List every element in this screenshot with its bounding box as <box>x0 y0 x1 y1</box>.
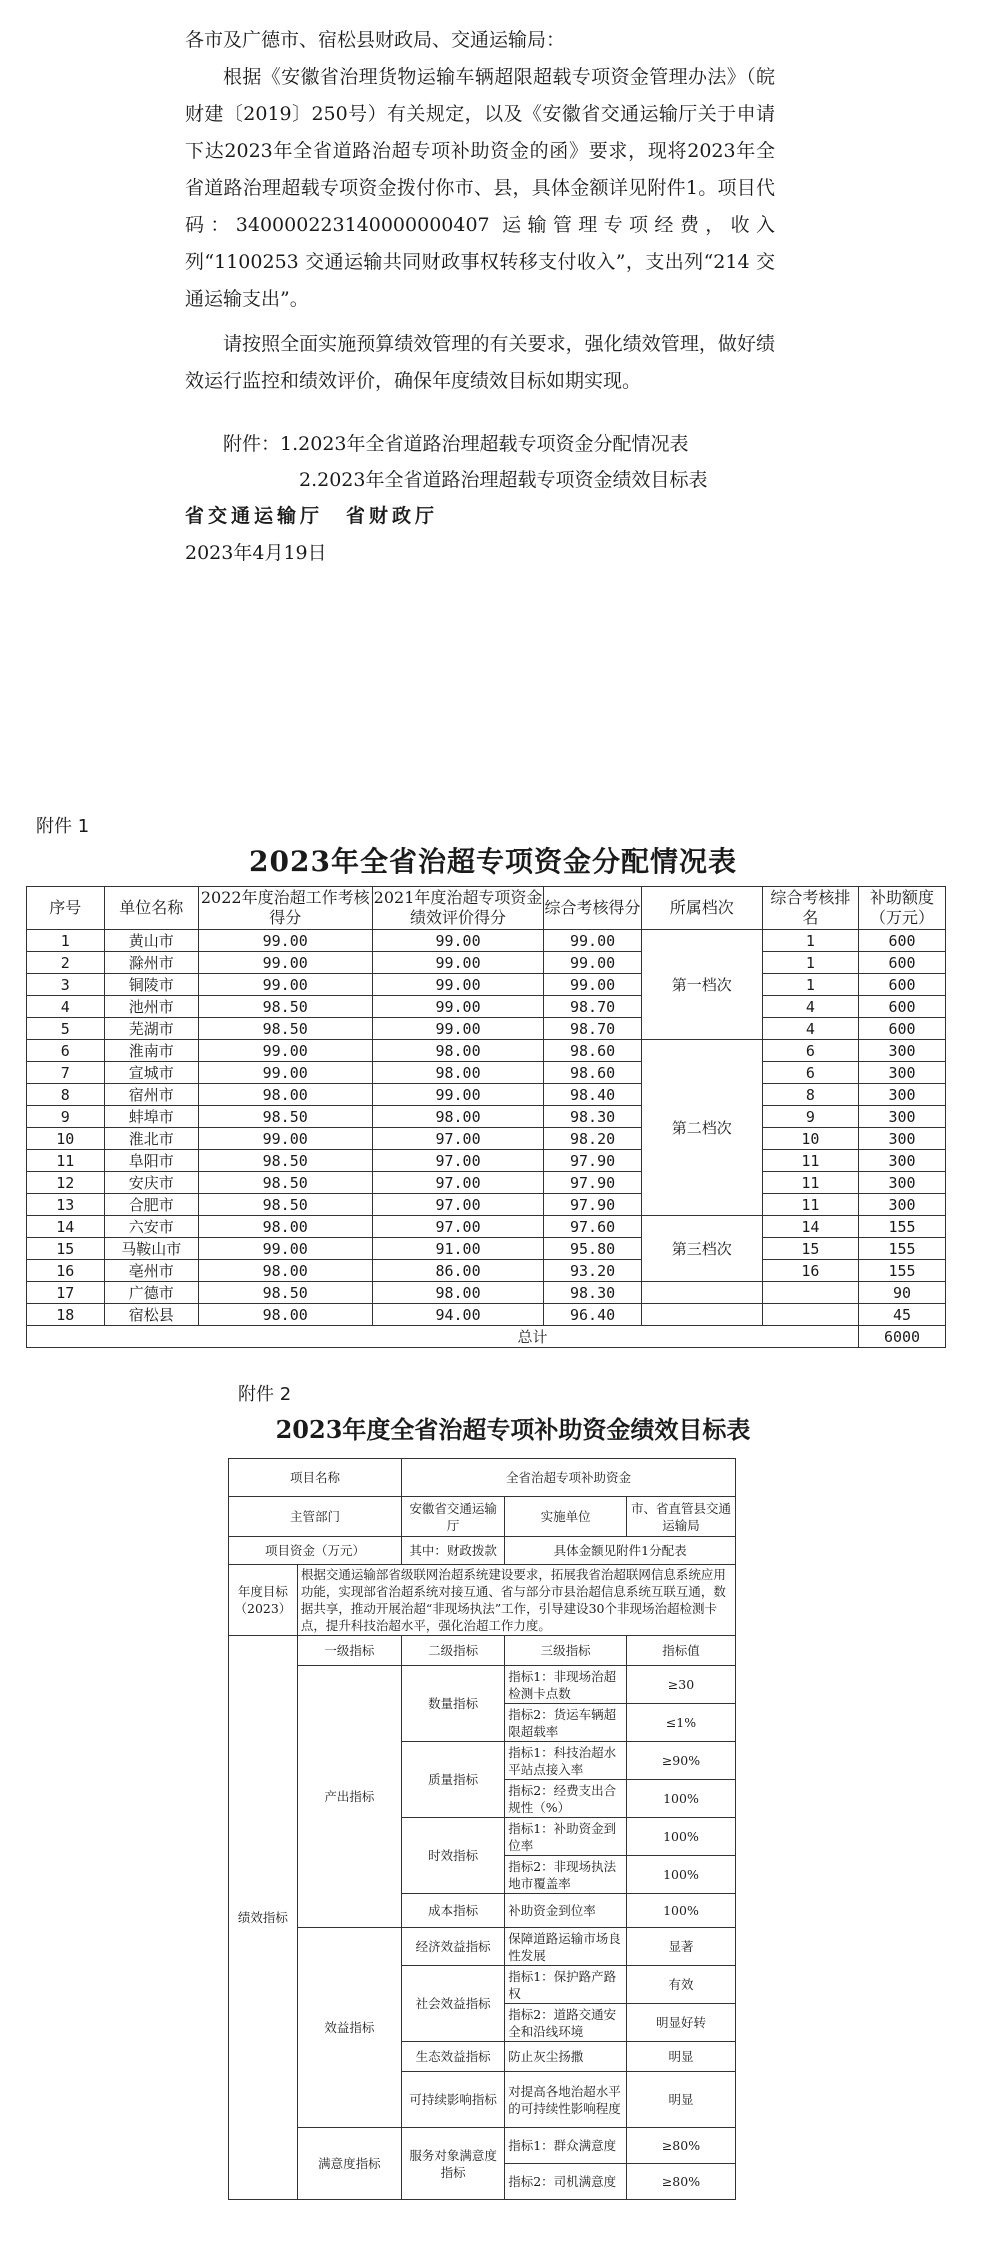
indicator-name: 指标1：非现场治超检测卡点数 <box>505 1666 627 1704</box>
score-2022: 98.00 <box>198 1304 372 1326</box>
row-number: 2 <box>27 952 105 974</box>
score-2022: 98.00 <box>198 1216 372 1238</box>
score-2021: 97.00 <box>372 1128 544 1150</box>
composite-score: 98.60 <box>544 1040 641 1062</box>
indicator-value: 有效 <box>626 1966 735 2004</box>
dept-label: 主管部门 <box>229 1497 402 1537</box>
subsidy-amount: 600 <box>859 952 946 974</box>
subsidy-amount: 45 <box>859 1304 946 1326</box>
composite-score: 98.60 <box>544 1062 641 1084</box>
unit-name: 广德市 <box>104 1282 198 1304</box>
score-2021: 99.00 <box>372 996 544 1018</box>
rank: 4 <box>762 996 858 1018</box>
rank: 6 <box>762 1040 858 1062</box>
table-row <box>27 1040 946 1062</box>
attachment-list <box>185 426 775 498</box>
composite-score: 99.00 <box>544 974 641 996</box>
rank <box>762 1304 858 1326</box>
header-cell: 指标值 <box>626 1636 735 1666</box>
total-row <box>27 1326 946 1348</box>
score-2021: 98.00 <box>372 1106 544 1128</box>
table-row <box>27 1084 946 1106</box>
perf-label: 绩效指标 <box>229 1636 298 2200</box>
rank <box>762 1282 858 1304</box>
rank: 14 <box>762 1216 858 1238</box>
level2-cell: 社会效益指标 <box>401 1966 504 2042</box>
composite-score: 98.70 <box>544 1018 641 1040</box>
rank: 4 <box>762 1018 858 1040</box>
row-number: 7 <box>27 1062 105 1084</box>
subsidy-amount: 155 <box>859 1238 946 1260</box>
header-cell: 补助额度（万元） <box>859 887 946 930</box>
issue-date: 2023年4月19日 <box>185 542 327 564</box>
unit-name: 淮南市 <box>104 1040 198 1062</box>
rank: 15 <box>762 1238 858 1260</box>
composite-score: 98.40 <box>544 1084 641 1106</box>
indicator-value: ≥80% <box>626 2128 735 2164</box>
unit-name: 淮北市 <box>104 1128 198 1150</box>
level2-cell: 质量指标 <box>401 1742 504 1818</box>
score-2022: 99.00 <box>198 1128 372 1150</box>
subsidy-amount: 600 <box>859 930 946 952</box>
composite-score: 93.20 <box>544 1260 641 1282</box>
score-2021: 98.00 <box>372 1040 544 1062</box>
score-2021: 99.00 <box>372 974 544 996</box>
indicator-value: 明显 <box>626 2042 735 2072</box>
score-2022: 98.50 <box>198 1172 372 1194</box>
rank: 16 <box>762 1260 858 1282</box>
header-cell: 序号 <box>27 887 105 930</box>
header-cell: 单位名称 <box>104 887 198 930</box>
unit-name: 安庆市 <box>104 1172 198 1194</box>
score-2021: 86.00 <box>372 1260 544 1282</box>
indicator-value: 100% <box>626 1818 735 1856</box>
row-number: 8 <box>27 1084 105 1106</box>
header-cell: 2021年度治超专项资金绩效评价得分 <box>372 887 544 930</box>
header-cell: 综合考核排名 <box>762 887 858 930</box>
rank: 1 <box>762 952 858 974</box>
score-2022: 98.00 <box>198 1084 372 1106</box>
rank: 10 <box>762 1128 858 1150</box>
tier-cell: 第三档次 <box>641 1216 762 1282</box>
unit-name: 宿松县 <box>104 1304 198 1326</box>
subsidy-amount: 600 <box>859 974 946 996</box>
composite-score: 97.90 <box>544 1150 641 1172</box>
score-2021: 99.00 <box>372 952 544 974</box>
header-cell: 三级指标 <box>505 1636 627 1666</box>
rank: 11 <box>762 1150 858 1172</box>
indicator-name: 指标1：群众满意度 <box>505 2128 627 2164</box>
composite-score: 99.00 <box>544 930 641 952</box>
composite-score: 97.90 <box>544 1194 641 1216</box>
table-row <box>27 1282 946 1304</box>
table-row <box>27 1238 946 1260</box>
indicator-name: 指标2：司机满意度 <box>505 2164 627 2200</box>
header-cell: 所属档次 <box>641 887 762 930</box>
level2-cell: 生态效益指标 <box>401 2042 504 2072</box>
table-1-title: 2023年全省治超专项资金分配情况表 <box>249 845 737 878</box>
row-number: 10 <box>27 1128 105 1150</box>
composite-score: 97.90 <box>544 1172 641 1194</box>
letter-paragraph-1: 根据《安徽省治理货物运输车辆超限超载专项资金管理办法》（皖财建〔2019〕250号）有关规定，以及《安徽省交通运输厅关于申请下达2023年全省道路治超专项补助资金的函》要求，现将2023年全省道路治理超载专项资金拨付你市、县，具体金额详见附件1。项目代码：340000223140000000407 运输管理专项经费，收入列“1100253 交通运输共同财政事权转移支付收入”，支出列“214 交通运输支出”。 <box>185 66 775 310</box>
unit-name: 合肥市 <box>104 1194 198 1216</box>
indicator-value: 显著 <box>626 1928 735 1966</box>
subsidy-amount: 300 <box>859 1128 946 1150</box>
score-2021: 99.00 <box>372 930 544 952</box>
table-row <box>27 952 946 974</box>
score-2021: 97.00 <box>372 1216 544 1238</box>
score-2022: 98.00 <box>198 1260 372 1282</box>
score-2022: 98.50 <box>198 996 372 1018</box>
impl-label: 实施单位 <box>505 1497 627 1537</box>
indicator-value: 明显 <box>626 2072 735 2128</box>
unit-name: 阜阳市 <box>104 1150 198 1172</box>
funds-source: 其中：财政拨款 <box>401 1537 504 1565</box>
header-cell: 二级指标 <box>401 1636 504 1666</box>
table-row <box>27 1216 946 1238</box>
row-number: 17 <box>27 1282 105 1304</box>
indicator-name: 指标2：经费支出合规性（%） <box>505 1780 627 1818</box>
score-2021: 91.00 <box>372 1238 544 1260</box>
row-number: 1 <box>27 930 105 952</box>
tier-cell: 第一档次 <box>641 930 762 1040</box>
unit-name: 宿州市 <box>104 1084 198 1106</box>
score-2022: 99.00 <box>198 1062 372 1084</box>
row-number: 12 <box>27 1172 105 1194</box>
indicator-value: ≥80% <box>626 2164 735 2200</box>
unit-name: 池州市 <box>104 996 198 1018</box>
score-2022: 99.00 <box>198 1040 372 1062</box>
header-cell: 综合考核得分 <box>544 887 641 930</box>
rank: 11 <box>762 1172 858 1194</box>
score-2021: 98.00 <box>372 1062 544 1084</box>
subsidy-amount: 600 <box>859 1018 946 1040</box>
row-number: 14 <box>27 1216 105 1238</box>
unit-name: 六安市 <box>104 1216 198 1238</box>
unit-name: 宣城市 <box>104 1062 198 1084</box>
indicator-name: 保障道路运输市场良性发展 <box>505 1928 627 1966</box>
attachment-item-2: 2.2023年全省道路治理超载专项资金绩效目标表 <box>299 469 708 491</box>
table-row <box>27 996 946 1018</box>
composite-score: 98.20 <box>544 1128 641 1150</box>
indicator-name: 补助资金到位率 <box>505 1894 627 1928</box>
letter-body <box>185 0 775 572</box>
tier-cell: 第二档次 <box>641 1040 762 1216</box>
table-row <box>27 1172 946 1194</box>
table-row <box>27 1194 946 1216</box>
score-2021: 98.00 <box>372 1282 544 1304</box>
goal-label: 年度目标（2023） <box>229 1565 298 1636</box>
indicator-name: 指标2：道路交通安全和沿线环境 <box>505 2004 627 2042</box>
score-2022: 99.00 <box>198 1238 372 1260</box>
indicator-value: 明显好转 <box>626 2004 735 2042</box>
table-row <box>27 1018 946 1040</box>
score-2022: 98.50 <box>198 1150 372 1172</box>
table-row <box>27 974 946 996</box>
subsidy-amount: 600 <box>859 996 946 1018</box>
goal-text: 根据交通运输部省级联网治超系统建设要求，拓展我省治超联网信息系统应用功能，实现部省治超系统对接互通、省与部分市县治超信息系统互联互通，数据共享，推动开展治超“非现场执法”工作，引导建设30个非现场治超检测卡点，提升科技治超水平，强化治超工作力度。 <box>297 1565 735 1636</box>
funds-note: 具体金额见附件1分配表 <box>505 1537 736 1565</box>
score-2022: 98.50 <box>198 1106 372 1128</box>
level2-cell: 经济效益指标 <box>401 1928 504 1966</box>
composite-score: 95.80 <box>544 1238 641 1260</box>
table-row <box>27 1128 946 1150</box>
table-row <box>27 1304 946 1326</box>
unit-name: 黄山市 <box>104 930 198 952</box>
level1-cell: 满意度指标 <box>297 2128 401 2200</box>
indicator-value: ≥90% <box>626 1742 735 1780</box>
score-2022: 99.00 <box>198 952 372 974</box>
project-name-value: 全省治超专项补助资金 <box>401 1459 735 1497</box>
level2-cell: 服务对象满意度指标 <box>401 2128 504 2200</box>
letter-paragraph-2: 请按照全面实施预算绩效管理的有关要求，强化绩效管理，做好绩效运行监控和绩效评价，确保年度绩效目标如期实现。 <box>185 333 775 392</box>
subsidy-amount: 300 <box>859 1150 946 1172</box>
level1-cell: 效益指标 <box>297 1928 401 2128</box>
row-number: 6 <box>27 1040 105 1062</box>
letter-greeting: 各市及广德市、宿松县财政局、交通运输局： <box>185 29 566 51</box>
score-2022: 99.00 <box>198 930 372 952</box>
row-number: 5 <box>27 1018 105 1040</box>
tier-cell-empty <box>641 1304 762 1326</box>
indicator-value: ≥30 <box>626 1666 735 1704</box>
row-number: 15 <box>27 1238 105 1260</box>
indicator-value: 100% <box>626 1856 735 1894</box>
table-row <box>27 1150 946 1172</box>
rank: 1 <box>762 974 858 996</box>
score-2022: 99.00 <box>198 974 372 996</box>
attachment-item-1: 1.2023年全省道路治理超载专项资金分配情况表 <box>280 433 689 455</box>
score-2022: 98.50 <box>198 1282 372 1304</box>
indicator-name: 指标1：保护路产路权 <box>505 1966 627 2004</box>
table-2-title: 2023年度全省治超专项补助资金绩效目标表 <box>275 1415 751 1444</box>
subsidy-amount: 300 <box>859 1194 946 1216</box>
header-cell: 一级指标 <box>297 1636 401 1666</box>
subsidy-amount: 300 <box>859 1106 946 1128</box>
level2-cell: 可持续影响指标 <box>401 2072 504 2128</box>
dept-value: 安徽省交通运输厅 <box>401 1497 504 1537</box>
score-2022: 98.50 <box>198 1018 372 1040</box>
indicator-name: 指标2：货运车辆超限超载率 <box>505 1704 627 1742</box>
score-2022: 98.50 <box>198 1194 372 1216</box>
total-label: 总计 <box>27 1326 859 1348</box>
row-number: 16 <box>27 1260 105 1282</box>
signatories: 省交通运输厅 省财政厅 <box>185 505 439 527</box>
attachment-1-label: 附件 1 <box>36 816 90 837</box>
indicator-value: 100% <box>626 1780 735 1818</box>
attachment-prefix: 附件： <box>223 433 281 455</box>
performance-target-table <box>228 1458 736 2200</box>
composite-score: 98.30 <box>544 1282 641 1304</box>
indicator-name: 防止灰尘扬撒 <box>505 2042 627 2072</box>
attachment-2-label: 附件 2 <box>238 1384 292 1405</box>
allocation-table <box>26 886 946 1348</box>
rank: 8 <box>762 1084 858 1106</box>
score-2021: 99.00 <box>372 1084 544 1106</box>
row-number: 11 <box>27 1150 105 1172</box>
row-number: 18 <box>27 1304 105 1326</box>
header-cell: 2022年度治超工作考核得分 <box>198 887 372 930</box>
total-amount: 6000 <box>859 1326 946 1348</box>
composite-score: 98.30 <box>544 1106 641 1128</box>
tier-cell-empty <box>641 1282 762 1304</box>
indicator-value: ≤1% <box>626 1704 735 1742</box>
score-2021: 94.00 <box>372 1304 544 1326</box>
row-number: 3 <box>27 974 105 996</box>
level1-cell: 产出指标 <box>297 1666 401 1928</box>
unit-name: 蚌埠市 <box>104 1106 198 1128</box>
rank: 9 <box>762 1106 858 1128</box>
row-number: 13 <box>27 1194 105 1216</box>
table-row <box>27 1062 946 1084</box>
score-2021: 97.00 <box>372 1172 544 1194</box>
row-number: 4 <box>27 996 105 1018</box>
unit-name: 滁州市 <box>104 952 198 974</box>
rank: 11 <box>762 1194 858 1216</box>
subsidy-amount: 155 <box>859 1216 946 1238</box>
score-2021: 99.00 <box>372 1018 544 1040</box>
table-row <box>27 930 946 952</box>
unit-name: 芜湖市 <box>104 1018 198 1040</box>
unit-name: 铜陵市 <box>104 974 198 996</box>
unit-name: 马鞍山市 <box>104 1238 198 1260</box>
table-row <box>27 1106 946 1128</box>
impl-value: 市、省直管县交通运输局 <box>626 1497 735 1537</box>
indicator-name: 指标1：科技治超水平站点接入率 <box>505 1742 627 1780</box>
funds-label: 项目资金（万元） <box>229 1537 402 1565</box>
rank: 6 <box>762 1062 858 1084</box>
score-2021: 97.00 <box>372 1194 544 1216</box>
table-header-row <box>27 887 946 930</box>
subsidy-amount: 300 <box>859 1172 946 1194</box>
subsidy-amount: 90 <box>859 1282 946 1304</box>
composite-score: 99.00 <box>544 952 641 974</box>
subsidy-amount: 300 <box>859 1084 946 1106</box>
subsidy-amount: 300 <box>859 1062 946 1084</box>
indicator-name: 指标1：补助资金到位率 <box>505 1818 627 1856</box>
score-2021: 97.00 <box>372 1150 544 1172</box>
composite-score: 97.60 <box>544 1216 641 1238</box>
subsidy-amount: 155 <box>859 1260 946 1282</box>
level2-cell: 成本指标 <box>401 1894 504 1928</box>
indicator-value: 100% <box>626 1894 735 1928</box>
project-name-label: 项目名称 <box>229 1459 402 1497</box>
level2-cell: 时效指标 <box>401 1818 504 1894</box>
subsidy-amount: 300 <box>859 1040 946 1062</box>
composite-score: 96.40 <box>544 1304 641 1326</box>
rank: 1 <box>762 930 858 952</box>
composite-score: 98.70 <box>544 996 641 1018</box>
row-number: 9 <box>27 1106 105 1128</box>
unit-name: 亳州市 <box>104 1260 198 1282</box>
indicator-name: 对提高各地治超水平的可持续性影响程度 <box>505 2072 627 2128</box>
level2-cell: 数量指标 <box>401 1666 504 1742</box>
table-row <box>27 1260 946 1282</box>
indicator-name: 指标2：非现场执法地市覆盖率 <box>505 1856 627 1894</box>
